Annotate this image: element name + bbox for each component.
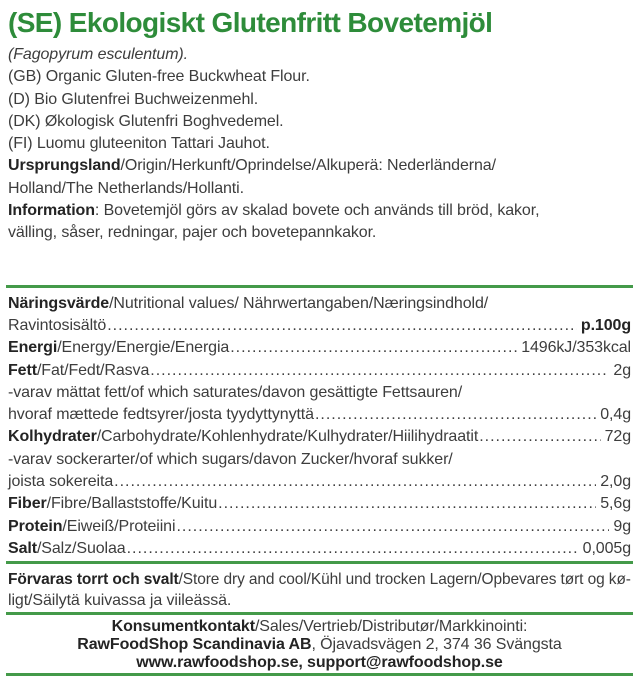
nutrition-label-segment: /Energy/Energie/Energia [57,339,230,357]
storage-instructions-block [8,569,631,611]
nutrition-label-segment: joista sokereita [8,473,114,491]
text-line-segment: ligt/Säilytä kuivassa ja viileässä. [8,592,232,610]
nutrition-label [8,449,453,471]
nutrition-row [8,426,631,448]
text-line-segment: /Sales/Vertrieb/Distributør/Markkinointi: [254,618,528,636]
nutrition-label-bold-segment: Kolhydrater [8,428,97,446]
nutrition-label [8,516,175,538]
nutrition-row [8,382,631,404]
nutrition-label-bold-segment: Fiber [8,495,47,513]
text-line-bold-segment: www.rawfoodshop.se, support@rawfoodshop.se [136,654,503,672]
nutrition-value: 9g [613,517,631,535]
nutrition-label-segment: /Fibre/Ballaststoffe/Kuitu [46,495,218,513]
leader-dots [230,337,517,359]
nutrition-label-segment: /Fat/Fedt/Rasva [36,361,150,379]
nutrition-label-segment: -varav mättat fett/of which saturates/davon gesättigte Fettsauren/ [8,383,463,401]
text-line-segment: /Origin/Herkunft/Oprindelse/Alkuperä: Nederländerna/ [120,157,496,175]
text-line-segment: : Bovetemjöl görs av skalad bovete och används till bröd, kakor, [94,202,540,220]
leader-dots [218,493,596,515]
text-line [8,618,631,636]
text-line-segment: /Store dry and cool/Kühl und trocken Lagern/Opbevares tørt og kø- [178,571,631,589]
nutrition-value: 72g [604,428,631,446]
nutrition-label-bold-segment: Salt [8,539,37,557]
text-line [8,178,631,200]
nutrition-label [8,293,488,315]
nutrition-value: 0,005g [582,539,631,557]
green-divider-top [6,285,633,288]
nutrition-row [8,516,631,538]
text-line [8,590,631,611]
nutrition-label-segment: hvoraf mættede fedtsyrer/josta tyydyttynyttä [8,406,314,424]
nutrition-label-segment: /Salz/Suolaa [36,539,126,557]
leader-dots [315,404,596,426]
nutrition-label [8,360,149,382]
green-divider-bottom [6,673,633,676]
text-line-bold-segment: Förvaras torrt och svalt [8,571,179,589]
text-line-segment: (GB) Organic Gluten-free Buckwheat Flour. [8,68,310,86]
nutrition-row [8,337,631,359]
nutrition-table [8,293,631,561]
nutrition-row [8,538,631,560]
text-line [8,133,631,155]
text-line [8,569,631,590]
text-line [8,636,631,654]
nutrition-label-segment: /Carbohydrate/Kohlenhydrate/Kulhydrater/Hiilihydraatit [96,428,479,446]
nutrition-label [8,337,229,359]
nutrition-label-bold-segment: Näringsvärde [8,294,110,312]
green-divider-before-footer [6,612,633,615]
nutrition-label-segment: -varav sockerarter/of which sugars/davon Zucker/hvoraf sukker/ [8,450,453,468]
text-line [8,200,631,222]
text-line-segment: , Öjavadsvägen 2, 374 36 Svängsta [311,636,562,654]
nutrition-row [8,471,631,493]
leader-dots [176,516,609,538]
nutrition-value: 0,4g [600,406,631,424]
leader-dots [107,315,577,337]
nutrition-row [8,360,631,382]
nutrition-label [8,404,314,426]
leader-dots [114,471,596,493]
text-line-segment: (D) Bio Glutenfrei Buchweizenmehl. [8,90,259,108]
text-line-bold-segment: Information [8,202,95,220]
nutrition-label [8,382,462,404]
nutrition-label [8,538,126,560]
nutrition-value: 2g [613,361,631,379]
text-line [8,111,631,133]
nutrition-label-bold-segment: Energi [8,339,58,357]
nutrition-label-bold-segment: Fett [8,361,37,379]
nutrition-row [8,493,631,515]
nutrition-value: 1496kJ/353kcal [521,339,631,357]
nutrition-value: 2,0g [600,473,631,491]
text-line-segment: Holland/The Netherlands/Hollanti. [8,179,244,197]
nutrition-label-bold-segment: Protein [8,517,63,535]
text-line-bold-segment: Ursprungsland [8,157,121,175]
nutrition-row [8,404,631,426]
nutrition-label [8,426,478,448]
leader-dots [150,360,609,382]
text-line-segment: (Fagopyrum esculentum). [8,46,188,63]
product-description-block [8,44,631,245]
text-line-segment: (FI) Luomu gluteeniton Tattari Jauhot. [8,135,270,153]
text-line [8,44,631,66]
nutrition-label-segment: /Eiweiß/Proteiini [62,517,176,535]
nutrition-label-segment: /Nutritional values/ Nährwertangaben/Næringsindhold/ [109,294,489,312]
leader-dots [127,538,579,560]
text-line [8,66,631,88]
text-line-bold-segment: RawFoodShop Scandinavia AB [77,636,312,654]
nutrition-label-segment: Ravintosisältö [8,316,107,334]
nutrition-row [8,315,631,337]
text-line [8,654,631,672]
nutrition-label [8,493,217,515]
text-line-bold-segment: Konsumentkontakt [111,618,255,636]
text-line [8,155,631,177]
green-divider-after-nutrition [6,561,633,564]
nutrition-label [8,471,113,493]
text-line-segment: (DK) Økologisk Glutenfri Boghvedemel. [8,112,284,130]
contact-footer [8,618,631,672]
product-title: (SE) Ekologiskt Glutenfritt Bovetemjöl [8,7,493,38]
text-line-segment: välling, såser, redningar, pajer och bovetepannkakor. [8,224,377,242]
nutrition-label [8,315,106,337]
nutrition-row [8,293,631,315]
text-line [8,89,631,111]
nutrition-value: 5,6g [600,495,631,513]
nutrition-value: p.100g [580,316,631,334]
nutrition-row [8,449,631,471]
text-line [8,222,631,244]
leader-dots [479,426,600,448]
